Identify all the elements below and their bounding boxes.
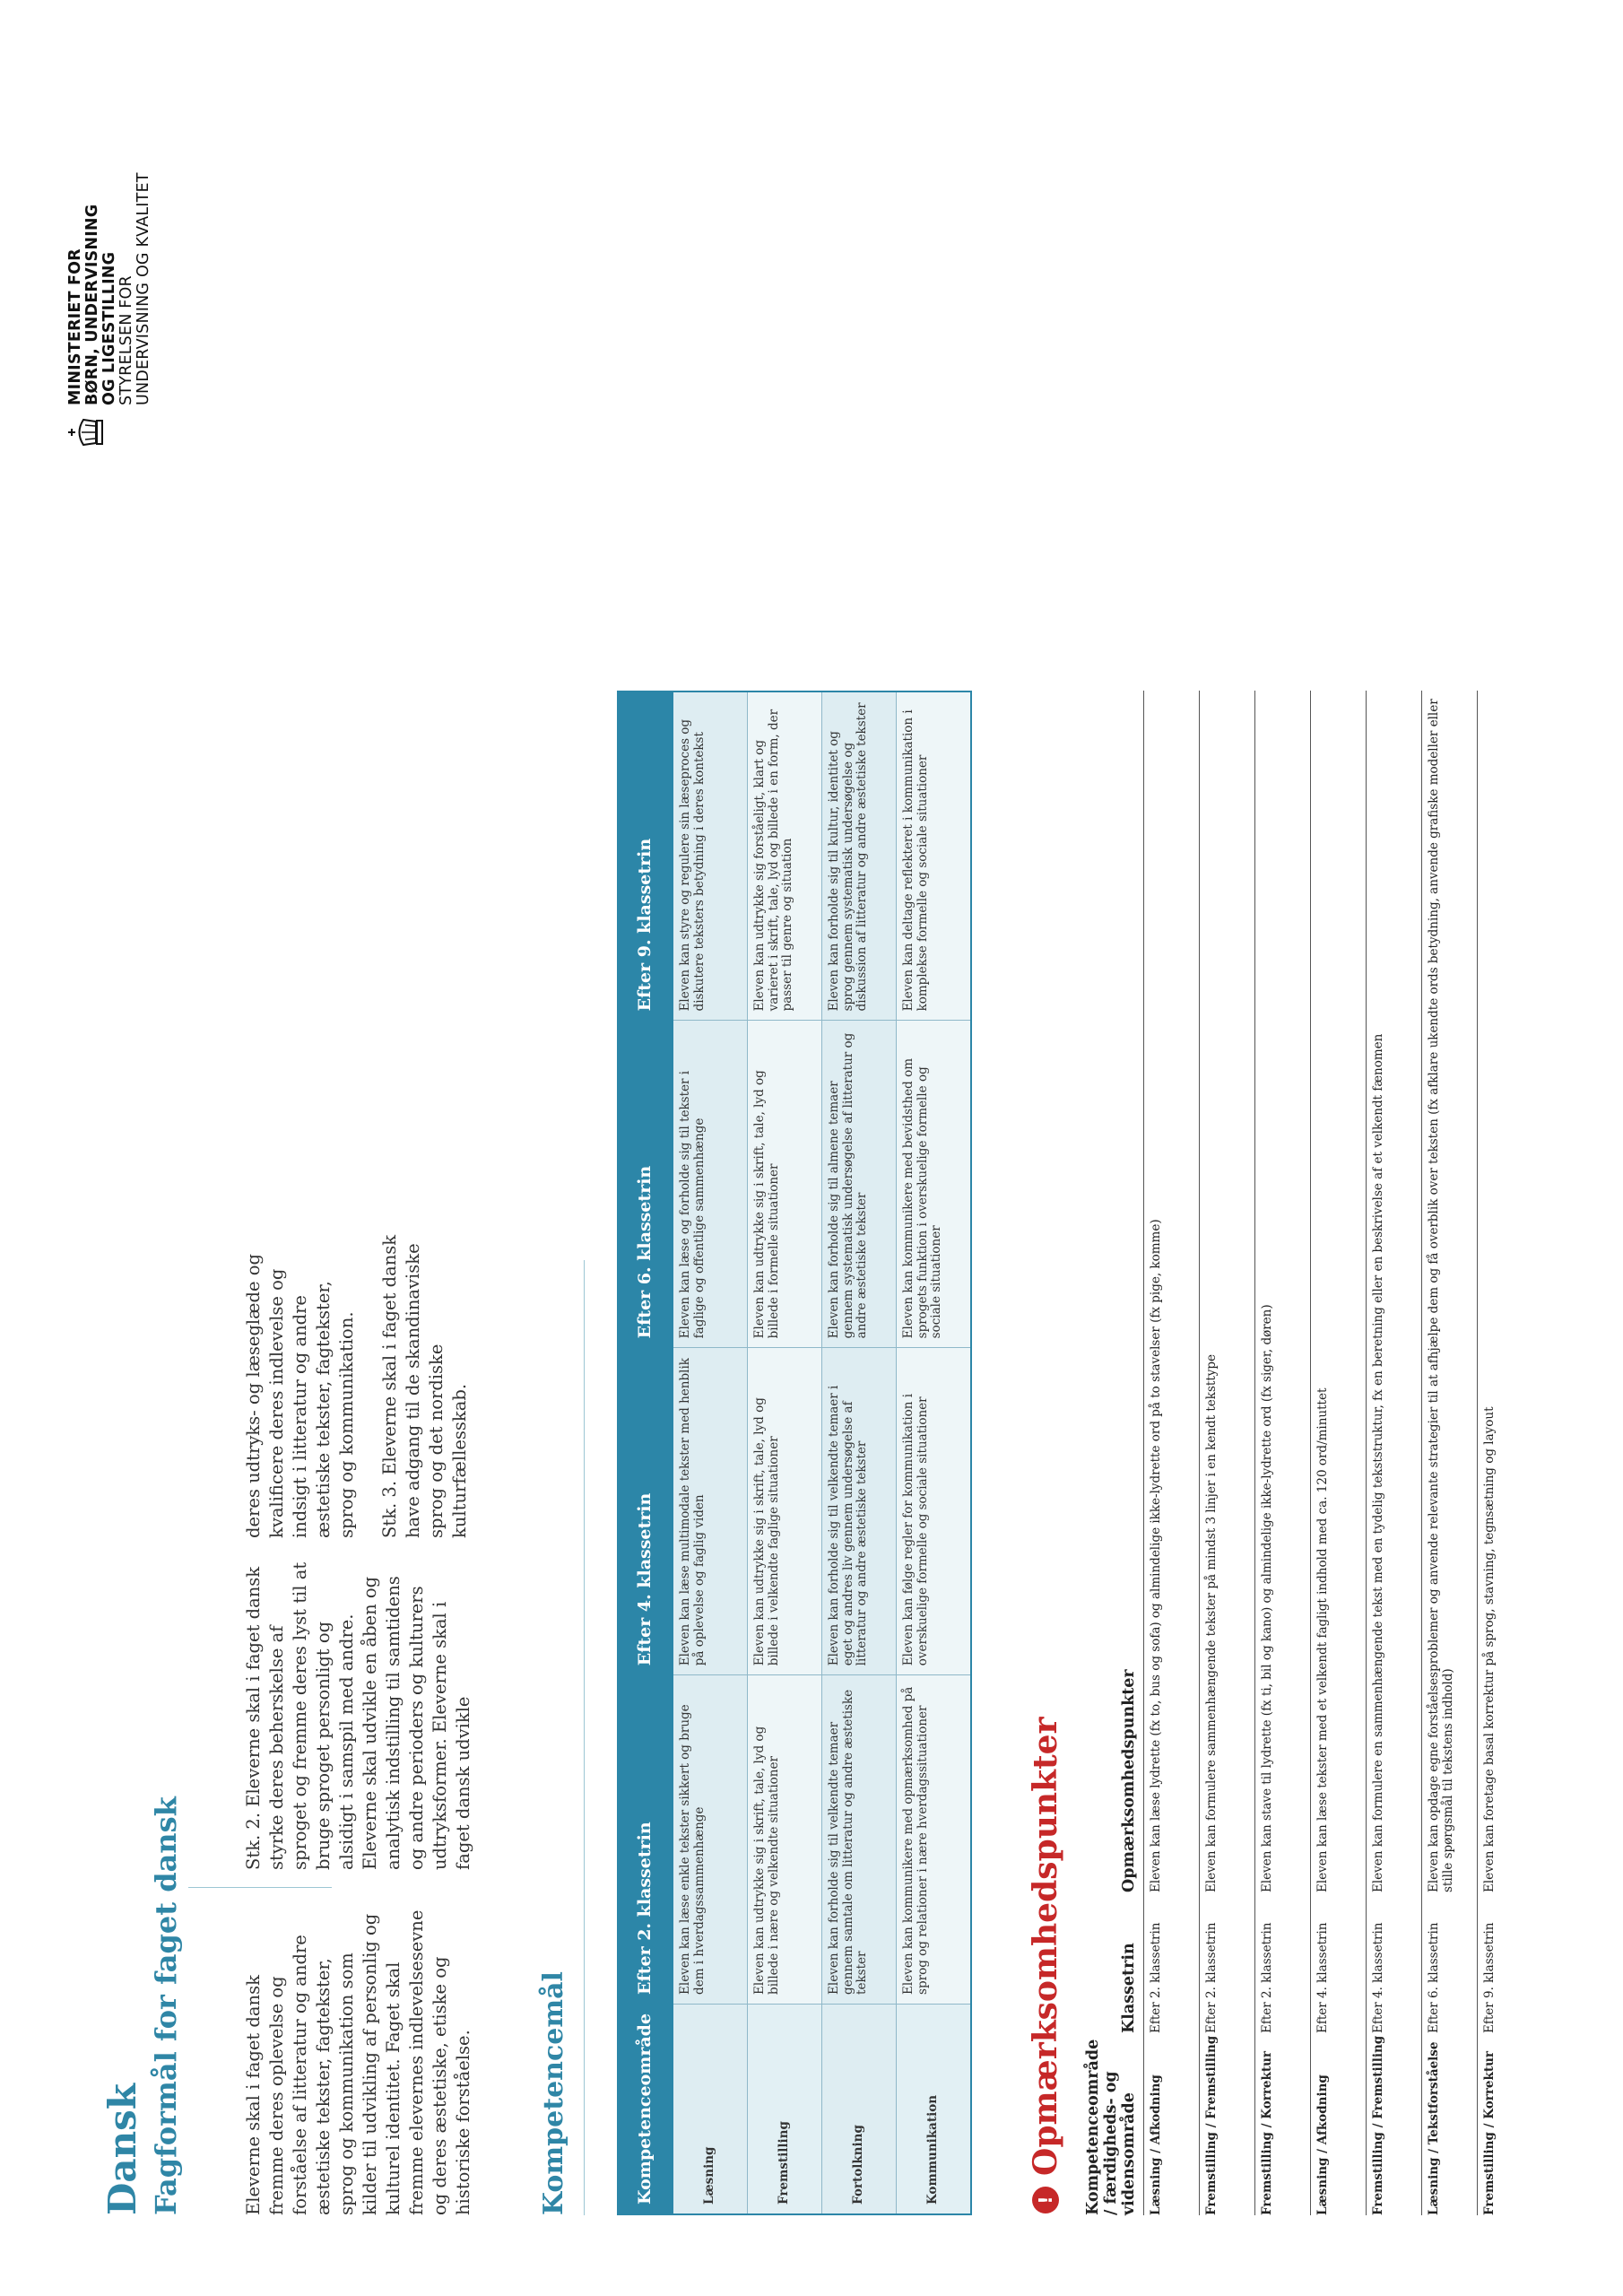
table-cell: Eleven kan kommunikere med bevidsthed om sprogets funktion i overskuelige formelle og sociale situationer: [897, 1021, 972, 1348]
column-header: Klassetrin: [1120, 1943, 1138, 2033]
logo-line-2: BØRN, UNDERVISNING: [83, 204, 101, 405]
table-cell: Eleven kan følge regler for kommunikation i overskuelige formelle og sociale situationer: [897, 1348, 972, 1675]
table-cell: Eleven kan udtrykke sig forståeligt, klart og varieret i skrift, tale, lyd og billede i en form, der passer til genre og situation: [748, 691, 822, 1021]
column-header: Opmærksomhedspunkter: [1120, 1669, 1138, 1892]
area-cell: Fremstilling / Korrektur: [1478, 2033, 1533, 2215]
column-header: Efter 9. klassetrin: [618, 691, 673, 1021]
table-header-row: [1081, 691, 1144, 2215]
table-cell: Eleven kan udtrykke sig i skrift, tale, lyd og billede i velkendte faglige situationer: [748, 1348, 822, 1675]
table-row: [1478, 691, 1533, 2215]
table-row: [748, 691, 822, 2214]
table-row: [897, 691, 972, 2214]
competence-area: Fortolkning: [822, 2004, 897, 2214]
table-cell: Eleven kan kommunikere med opmærksomhed på sprog og relationer i nære hverdagssituationer: [897, 1675, 972, 2005]
column-header: Efter 4. klassetrin: [618, 1348, 673, 1675]
table-cell: Eleven kan læse enkle tekster sikkert og bruge dem i hverdagssammenhænge: [673, 1675, 748, 2005]
page-title: Dansk: [100, 2083, 144, 2215]
table-cell: Eleven kan forholde sig til almene temaer gennem systematisk undersøgelse af litteratur og andre æstetiske tekster: [822, 1021, 897, 1348]
section-divider: [584, 1260, 585, 2215]
kompetencemaal-heading: Kompetencemål: [538, 1971, 569, 2215]
table-row: [1255, 691, 1311, 2215]
intro-text-1: Eleverne skal i faget dansk fremme deres oplevelse og forståelse af litteratur og andre æstetiske tekster, fagtekster, sprog og kommunikation som kilder til udvikling af personlig og kulturel identitet. Faget skal fremme elevernes indlevelsesevne og deres æstetiske, etiske og historiske forståelse.: [243, 1909, 473, 2215]
table-cell: Eleven kan deltage reflekteret i kommunikation i komplekse formelle og sociale situationer: [897, 691, 972, 1021]
grade-cell: Efter 2. klassetrin: [1144, 1892, 1200, 2033]
intro-column-1: [242, 1906, 475, 2215]
table-header-row: [618, 691, 673, 2214]
table-row: [1200, 691, 1255, 2215]
table-row: [1367, 691, 1422, 2215]
table-row: [1422, 691, 1478, 2215]
grade-cell: Efter 6. klassetrin: [1422, 1892, 1478, 2033]
opmaerksomhedspunkter-table: [1081, 691, 1532, 2215]
table-row: [1311, 691, 1367, 2215]
point-cell: Eleven kan læse tekster med et velkendt fagligt indhold med ca. 120 ord/minuttet: [1311, 691, 1367, 1892]
area-cell: Fremstilling / Fremstilling: [1367, 2033, 1422, 2215]
table-cell: Eleven kan læse multimodale tekster med henblik på oplevelse og faglig viden: [673, 1348, 748, 1675]
exclamation-icon: !: [1032, 2187, 1059, 2213]
table-cell: Eleven kan udtrykke sig i skrift, tale, lyd og billede i nære og velkendte situationer: [748, 1675, 822, 2005]
column-header: Efter 6. klassetrin: [618, 1021, 673, 1348]
ministry-logo: [67, 172, 152, 448]
competence-area: Fremstilling: [748, 2004, 822, 2214]
area-cell: Læsning / Afkodning: [1311, 2033, 1367, 2215]
column-header: Kompetenceområde: [618, 2004, 673, 2214]
competence-area: Kommunikation: [897, 2004, 972, 2214]
grade-cell: Efter 9. klassetrin: [1478, 1892, 1533, 2033]
logo-line-3: OG LIGESTILLING: [100, 251, 118, 405]
grade-cell: Efter 4. klassetrin: [1311, 1892, 1367, 2033]
logo-line-5: UNDERVISNING OG KVALITET: [135, 172, 152, 405]
intro-text-2: Stk. 2. Eleverne skal i faget dansk styrke deres beherskelse af sproget og fremme deres lyst til at bruge sproget personligt og alsidigt i samspil med andre. Eleverne skal udvikle en åben og analytisk indstilling til samtidens og andre perioders og kulturers udtryksformer. Eleverne skal i faget dansk udvikle: [243, 1561, 473, 1870]
area-cell: Fremstilling / Fremstilling: [1200, 2033, 1255, 2215]
intro-text-3a: deres udtryks- og læseglæde og kvalificere deres indlevelse og indsigt i litteratur og andre æstetiske tekster, fagtekster, sprog og kommunikation.: [243, 1254, 357, 1538]
grade-cell: Efter 4. klassetrin: [1367, 1892, 1422, 2033]
table-cell: Eleven kan læse og forholde sig til tekster i faglige og offentlige sammenhænge: [673, 1021, 748, 1348]
table-cell: Eleven kan forholde sig til velkendte temaer i eget og andres liv gennem undersøgelse af litteratur og andre æstetiske tekster: [822, 1348, 897, 1675]
column-header: Kompetenceområde / færdigheds- og vidensområde: [1084, 2039, 1138, 2215]
table-row: [673, 691, 748, 2214]
column-divider: [188, 1887, 332, 1888]
point-cell: Eleven kan læse lydrette (fx to, bus og sofa) og almindelige ikke-lydrette ord på to stavelser (fx pige, komme): [1144, 691, 1200, 1892]
table-cell: Eleven kan udtrykke sig i skrift, tale, lyd og billede i formelle situationer: [748, 1021, 822, 1348]
area-cell: Læsning / Afkodning: [1144, 2033, 1200, 2215]
table-row: [1144, 691, 1200, 2215]
point-cell: Eleven kan foretage basal korrektur på sprog, stavning, tegnsætning og layout: [1478, 691, 1533, 1892]
table-row: [822, 691, 897, 2214]
point-cell: Eleven kan opdage egne forståelsesproblemer og anvende relevante strategier til at afhjælpe dem og få overblik over teksten (fx afklare ukendte ords betydning, anvende grafiske modeller eller stille spørgsmål til tekstens indhold): [1422, 691, 1478, 1892]
point-cell: Eleven kan stave til lydrette (fx ti, bil og kano) og almindelige ikke-lydrette ord (fx siger, døren): [1255, 691, 1311, 1892]
grade-cell: Efter 2. klassetrin: [1255, 1892, 1311, 2033]
point-cell: Eleven kan formulere sammenhængende tekster på mindst 3 linjer i en kendt teksttype: [1200, 691, 1255, 1892]
intro-column-3: [242, 1229, 472, 1538]
table-cell: Eleven kan styre og regulere sin læseproces og diskutere teksters betydning i deres kontekst: [673, 691, 748, 1021]
logo-line-4: STYRELSEN FOR: [117, 275, 135, 405]
crown-icon: [67, 416, 107, 448]
table-cell: Eleven kan forholde sig til velkendte temaer gennem samtale om litteratur og andre æstetiske tekster: [822, 1675, 897, 2005]
page-subtitle: Fagformål for faget dansk: [149, 1796, 183, 2215]
intro-text-3b: Stk. 3. Eleverne skal i faget dansk have adgang til de skandinaviske sprog og det nordiske kulturfællesskab.: [379, 1234, 470, 1538]
competence-area: Læsning: [673, 2004, 748, 2214]
logo-text: [67, 172, 152, 405]
grade-cell: Efter 2. klassetrin: [1200, 1892, 1255, 2033]
table-cell: Eleven kan forholde sig til kultur, identitet og sprog gennem systematisk undersøgelse og diskussion af litteratur og andre æstetiske tekster: [822, 691, 897, 1021]
logo-line-1: MINISTERIET FOR: [66, 248, 84, 405]
opmaerksomhedspunkter-heading: [1027, 1718, 1064, 2214]
intro-column-2: [242, 1561, 475, 1870]
kompetencemaal-table: [617, 691, 972, 2215]
area-cell: Fremstilling / Korrektur: [1255, 2033, 1311, 2215]
area-cell: Læsning / Tekstforståelse: [1422, 2033, 1478, 2215]
point-cell: Eleven kan formulere en sammenhængende tekst med en tydelig tekststruktur, fx en beretning eller en beskrivelse af et velkendt fænomen: [1367, 691, 1422, 1892]
section-title: Opmærksomhedspunkter: [1027, 1717, 1064, 2176]
column-header: Efter 2. klassetrin: [618, 1675, 673, 2005]
